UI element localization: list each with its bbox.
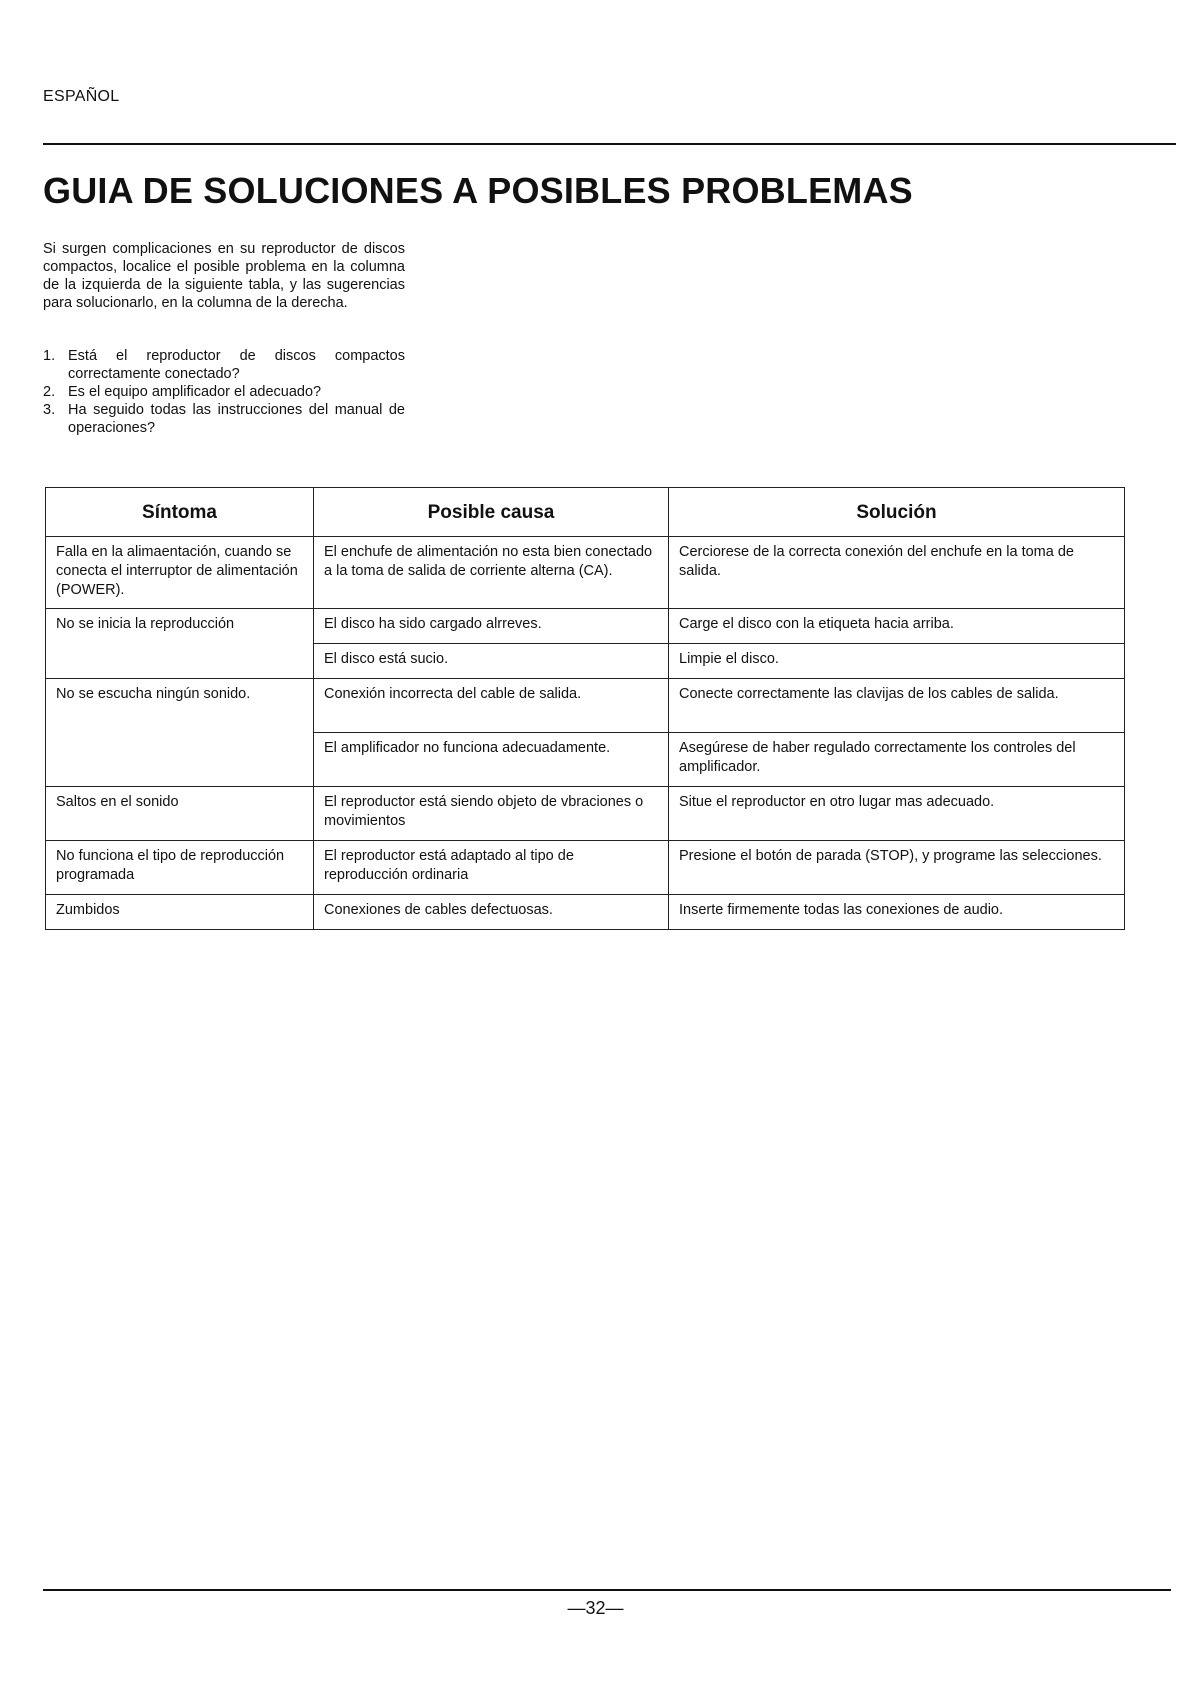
solution-cell: Inserte firmemente todas las conexiones de audio. bbox=[669, 895, 1125, 930]
symptom-cell: No se escucha ningún sonido. bbox=[46, 679, 314, 787]
symptom-cell: Falla en la alimaentación, cuando se conecta el interruptor de alimentación (POWER). bbox=[46, 537, 314, 609]
checklist bbox=[43, 347, 405, 437]
table-row bbox=[46, 537, 1125, 609]
cause-cell: Conexión incorrecta del cable de salida. bbox=[314, 679, 669, 733]
checklist-text: Está el reproductor de discos compactos correctamente conectado? bbox=[68, 348, 405, 382]
troubleshooting-table bbox=[45, 487, 1125, 930]
cause-cell: Conexiones de cables defectuosas. bbox=[314, 895, 669, 930]
solution-cell: Limpie el disco. bbox=[669, 644, 1125, 679]
table-row bbox=[46, 895, 1125, 930]
solution-cell: Situe el reproductor en otro lugar mas adecuado. bbox=[669, 787, 1125, 841]
checklist-number: 2. bbox=[43, 384, 56, 400]
checklist-number: 3. bbox=[43, 402, 56, 418]
solution-cell: Cerciorese de la correcta conexión del enchufe en la toma de salida. bbox=[669, 537, 1125, 609]
header-cause: Posible causa bbox=[314, 488, 669, 537]
symptom-cell: Zumbidos bbox=[46, 895, 314, 930]
cause-cell: El enchufe de alimentación no esta bien conectado a la toma de salida de corriente alterna (CA). bbox=[314, 537, 669, 609]
solution-cell: Conecte correctamente las clavijas de los cables de salida. bbox=[669, 679, 1125, 733]
intro-paragraph: Si surgen complicaciones en su reproductor de discos compactos, localice el posible problema en la columna de la izquierda de la siguiente tabla, y las sugerencias para solucionarlo, en la columna de la derecha. bbox=[43, 241, 405, 311]
symptom-cell: No se inicia la reproducción bbox=[46, 609, 314, 679]
symptom-cell: Saltos en el sonido bbox=[46, 787, 314, 841]
header-symptom: Síntoma bbox=[46, 488, 314, 537]
table-header-row bbox=[46, 488, 1125, 537]
checklist-text: Es el equipo amplificador el adecuado? bbox=[68, 384, 322, 400]
table-row bbox=[46, 787, 1125, 841]
cause-cell: El amplificador no funciona adecuadamente. bbox=[314, 733, 669, 787]
solution-cell: Asegúrese de haber regulado correctamente los controles del amplificador. bbox=[669, 733, 1125, 787]
table-row bbox=[46, 679, 1125, 733]
cause-cell: El reproductor está siendo objeto de vbraciones o movimientos bbox=[314, 787, 669, 841]
cause-cell: El disco ha sido cargado alrreves. bbox=[314, 609, 669, 644]
solution-cell: Presione el botón de parada (STOP), y programe las selecciones. bbox=[669, 841, 1125, 895]
checklist-item bbox=[43, 383, 405, 401]
header-solution: Solución bbox=[669, 488, 1125, 537]
checklist-item bbox=[43, 347, 405, 383]
symptom-cell: No funciona el tipo de reproducción programada bbox=[46, 841, 314, 895]
checklist-text: Ha seguido todas las instrucciones del manual de operaciones? bbox=[68, 402, 405, 436]
solution-cell: Carge el disco con la etiqueta hacia arriba. bbox=[669, 609, 1125, 644]
bottom-divider bbox=[43, 1589, 1171, 1591]
checklist-number: 1. bbox=[43, 348, 56, 364]
top-divider bbox=[43, 143, 1176, 145]
checklist-item bbox=[43, 401, 405, 437]
cause-cell: El reproductor está adaptado al tipo de reproducción ordinaria bbox=[314, 841, 669, 895]
table-row bbox=[46, 841, 1125, 895]
page-number: —32— bbox=[567, 1598, 624, 1618]
language-label: ESPAÑOL bbox=[43, 88, 120, 105]
page-title: GUIA DE SOLUCIONES A POSIBLES PROBLEMAS bbox=[43, 170, 913, 211]
table-row bbox=[46, 609, 1125, 644]
cause-cell: El disco está sucio. bbox=[314, 644, 669, 679]
